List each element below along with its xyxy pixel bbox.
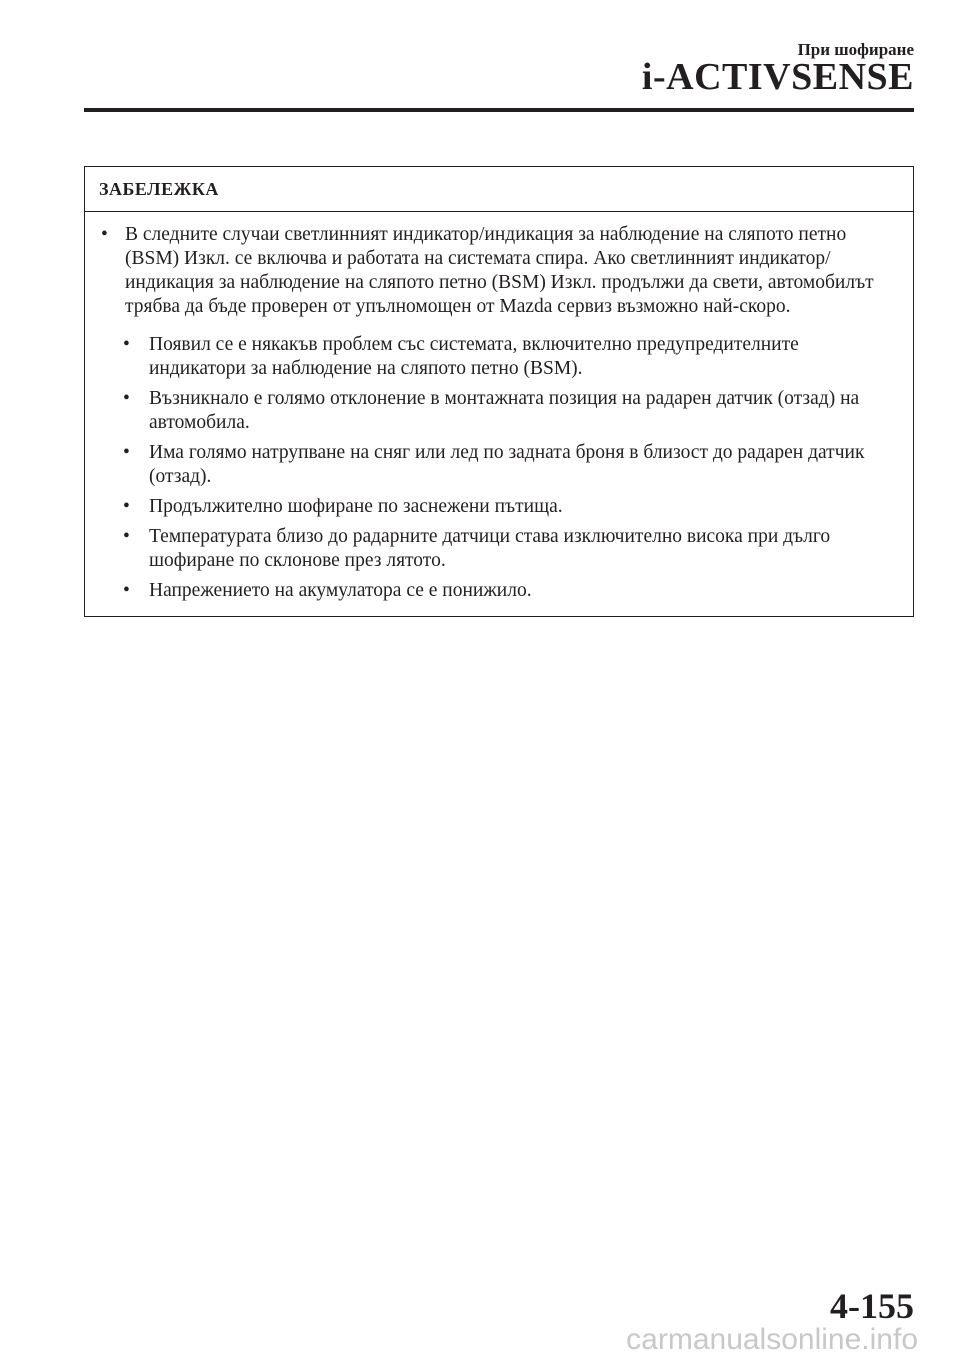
- bullet-icon: •: [123, 442, 130, 463]
- note-main-item: [99, 223, 899, 319]
- note-body: [85, 212, 913, 603]
- bullet-icon: •: [123, 580, 130, 601]
- note-main-text: В следните случаи светлинният индикатор/индикация за наблюдение на сляпото петно (BSM) Изкл. се включва и работата на системата спира. Ако светлинният индикатор/индикация за наблюдение на сляпото петно (BSM) Изкл. продължи да свети, автомобилът трябва да бъде проверен от упълномощен от Mazda сервиз възможно най-скоро.: [125, 224, 874, 317]
- bullet-icon: •: [123, 496, 130, 517]
- list-item: [99, 579, 899, 603]
- list-item: [99, 525, 899, 573]
- list-item-text: Възникнало е голямо отклонение в монтажната позиция на радарен датчик (отзад) на автомобила.: [149, 388, 860, 433]
- list-item: [99, 333, 899, 381]
- bullet-icon: •: [123, 388, 130, 409]
- note-box: [84, 166, 914, 617]
- bullet-icon: •: [123, 526, 130, 547]
- bullet-icon: •: [123, 334, 130, 355]
- note-heading: ЗАБЕЛЕЖКА: [85, 167, 913, 212]
- bullet-icon: •: [101, 224, 108, 245]
- list-item-text: Появил се е някакъв проблем със системата, включително предупредителните индикатори за наблюдение на сляпото петно (BSM).: [149, 334, 799, 379]
- chapter-title: i-ACTIVSENSE: [641, 56, 914, 98]
- page-number: 4-155: [830, 1286, 914, 1326]
- condition-list: [99, 333, 899, 603]
- list-item: [99, 387, 899, 435]
- watermark: carmanualsonline.info: [626, 1323, 918, 1356]
- list-item-text: Напрежението на акумулатора се е понижило.: [149, 580, 532, 601]
- header-divider: [84, 108, 914, 112]
- section-name: При шофиране: [797, 40, 914, 59]
- list-item-text: Температурата близо до радарните датчици става изключително висока при дълго шофиране по склонове през лятото.: [149, 526, 831, 571]
- list-item-text: Има голямо натрупване на сняг или лед по задната броня в близост до радарен датчик (отзад).: [149, 442, 865, 487]
- list-item: [99, 441, 899, 489]
- list-item: [99, 495, 899, 519]
- list-item-text: Продължително шофиране по заснежени пътища.: [149, 496, 563, 517]
